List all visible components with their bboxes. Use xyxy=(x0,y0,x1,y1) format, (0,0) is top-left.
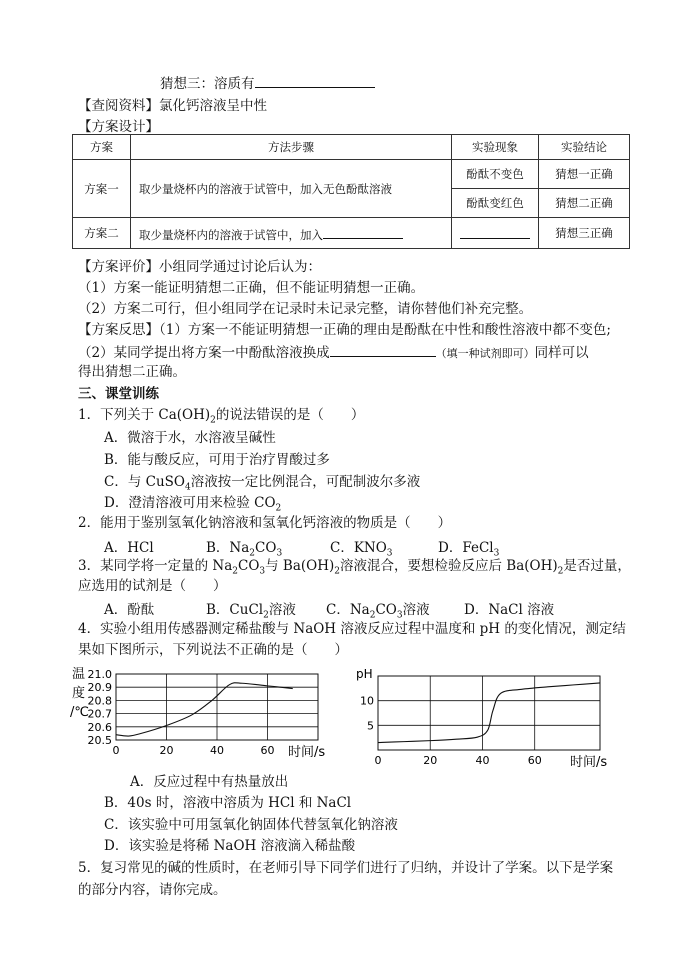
temp-ylabel-2: 度 xyxy=(72,686,86,701)
header-conclusion: 实验结论 xyxy=(539,135,630,160)
ph-xlabel: 时间/s xyxy=(570,755,608,770)
design-heading: 【方案设计】 xyxy=(78,119,159,135)
ph-xtick-label: 60 xyxy=(527,754,542,767)
ph-xtick-label: 20 xyxy=(423,754,438,767)
plan-one-step: 取少量烧杯内的溶液于试管中，加入无色酚酞溶液 xyxy=(131,160,452,218)
q4-option-a[interactable]: A．反应过程中有热量放出 xyxy=(130,774,289,790)
guess3-line xyxy=(160,72,375,92)
reflection-line-3: 得出猜想二正确。 xyxy=(78,364,186,380)
q1-option-a[interactable]: A．微溶于水，水溶液呈碱性 xyxy=(104,430,276,446)
guess3-text: 猜想三：溶质有 xyxy=(160,76,255,92)
temperature-chart xyxy=(70,664,340,774)
q4-option-b[interactable]: B．40s 时，溶液中溶质为 HCl 和 NaCl xyxy=(104,795,352,811)
ph-ytick-label: 5 xyxy=(367,719,374,733)
evaluation-line: 【方案评价】小组同学通过讨论后认为： xyxy=(78,259,321,275)
q2-option-a[interactable]: A．HCl xyxy=(104,540,154,556)
plan-one-observation-2: 酚酞变红色 xyxy=(452,189,539,218)
temp-xtick-label: 0 xyxy=(112,744,120,757)
temp-ytick-label: 20.5 xyxy=(87,734,112,747)
q3-stem-2: 应选用的试剂是（ ） xyxy=(78,578,227,594)
ph-xtick-label: 40 xyxy=(475,754,490,767)
plan-table xyxy=(72,134,630,249)
plan-two-observation-blank[interactable] xyxy=(460,224,530,239)
plan-one-observation-1: 酚酞不变色 xyxy=(452,160,539,189)
ph-xtick-label: 0 xyxy=(374,754,382,767)
section-title: 三、课堂训练 xyxy=(78,386,159,402)
reference-line xyxy=(78,94,267,114)
q1-stem: 1．下列关于 $Ca(OH)_2$的说法错误的是（ ） xyxy=(78,407,365,426)
ph-ylabel: pH xyxy=(356,667,373,681)
temp-xtick-label: 60 xyxy=(260,744,275,757)
q2-option-d[interactable]: D．FeCl$_3$ xyxy=(438,540,500,559)
plan-one-label: 方案一 xyxy=(73,160,131,218)
q2-option-c[interactable]: C．$KNO_3$ xyxy=(330,540,393,559)
temp-ytick-label: 21.0 xyxy=(87,668,112,681)
q3-option-c[interactable]: C．$Na_2CO_3$溶液 xyxy=(326,602,430,621)
ph-chart xyxy=(352,664,622,774)
q2-stem: 2．能用于鉴别氢氧化钠溶液和氢氧化钙溶液的物质是（ ） xyxy=(78,515,452,531)
table-row xyxy=(73,218,630,249)
plan-two-conclusion: 猜想三正确 xyxy=(539,218,630,249)
q3-stem-1: 3．某同学将一定量的 $Na_2CO_3$与 $Ba(OH)_2$溶液混合，要想检验反应后 $Ba(OH)_2$是否过量， xyxy=(78,558,631,577)
table-header-row xyxy=(73,135,630,160)
ph-ytick-label: 10 xyxy=(360,694,374,708)
evaluation-item-2: （2）方案二可行，但小组同学在记录时未记录完整，请你替他们补充完整。 xyxy=(78,301,533,317)
q3-option-b[interactable]: B．CuCl$_2$溶液 xyxy=(206,602,296,621)
temp-ytick-label: 20.9 xyxy=(87,681,112,695)
q1-option-c[interactable]: C．与 CuSO$_4$溶液按一定比例混合，可配制波尔多液 xyxy=(104,474,421,493)
q4-option-c[interactable]: C．该实验中可用氢氧化钠固体代替氢氧化钠溶液 xyxy=(104,817,398,833)
q4-option-d[interactable]: D．该实验是将稀 NaOH 溶液滴入稀盐酸 xyxy=(104,838,356,854)
plan-two-observation xyxy=(452,218,539,249)
plan-one-conclusion-2: 猜想二正确 xyxy=(539,189,630,218)
q1-option-b[interactable]: B．能与酸反应，可用于治疗胃酸过多 xyxy=(104,452,330,468)
q4-stem-1: 4．实验小组用传感器测定稀盐酸与 NaOH 溶液反应过程中温度和 pH 的变化情况，测定结 xyxy=(78,621,626,637)
temp-ytick-label: 20.8 xyxy=(87,694,112,708)
header-steps: 方法步骤 xyxy=(131,135,452,160)
guess3-blank[interactable] xyxy=(255,73,375,88)
plan-two-step: 取少量烧杯内的溶液于试管中，加入 xyxy=(131,218,452,249)
temp-xtick-label: 20 xyxy=(159,744,174,757)
temp-ylabel-3: /℃ xyxy=(70,705,89,720)
evaluation-item-1: （1）方案一能证明猜想二正确，但不能证明猜想一正确。 xyxy=(78,280,425,296)
temp-ytick-label: 20.6 xyxy=(87,720,112,734)
reflection-line-2: （2）某同学提出将方案一中酚酞溶液换成 （填一种试剂即可）同样可以 xyxy=(78,342,589,363)
temp-ytick-label: 20.7 xyxy=(87,707,112,721)
table-row xyxy=(73,160,630,189)
q2-option-b[interactable]: B．$Na_2CO_3$ xyxy=(206,540,283,559)
plan-one-conclusion-1: 猜想一正确 xyxy=(539,160,630,189)
ph-plot-frame xyxy=(378,676,600,750)
q4-stem-2: 果如下图所示，下列说法不正确的是（ ） xyxy=(78,642,348,658)
q3-option-d[interactable]: D．NaCl 溶液 xyxy=(464,602,555,618)
reflection-reagent-blank[interactable] xyxy=(330,342,436,357)
temp-xtick-label: 40 xyxy=(210,744,224,757)
header-observation: 实验现象 xyxy=(452,135,539,160)
q5-stem-2: 的部分内容，请你完成。 xyxy=(78,882,227,898)
temp-ylabel-1: 温 xyxy=(72,667,86,682)
q3-option-a[interactable]: A．酚酞 xyxy=(104,602,155,618)
q5-stem-1: 5．复习常见的碱的性质时，在老师引导下同学们进行了归纳，并设计了学案。以下是学案 xyxy=(78,860,614,876)
q1-option-d[interactable]: D．澄清溶液可用来检验 $CO_2$ xyxy=(104,495,282,514)
reference-label: 【查阅资料】 xyxy=(78,98,159,114)
header-plan: 方案 xyxy=(73,135,131,160)
ph-series-line xyxy=(378,683,600,743)
plan-two-reagent-blank[interactable] xyxy=(323,224,403,239)
plan-two-label: 方案二 xyxy=(73,218,131,249)
reference-text: 氯化钙溶液呈中性 xyxy=(159,98,267,114)
temp-xlabel: 时间/s xyxy=(288,745,326,760)
reflection-line-1: 【方案反思】（1）方案一不能证明猜想一正确的理由是酚酞在中性和酸性溶液中都不变色; xyxy=(78,322,611,338)
temperature-series-line xyxy=(116,683,293,736)
